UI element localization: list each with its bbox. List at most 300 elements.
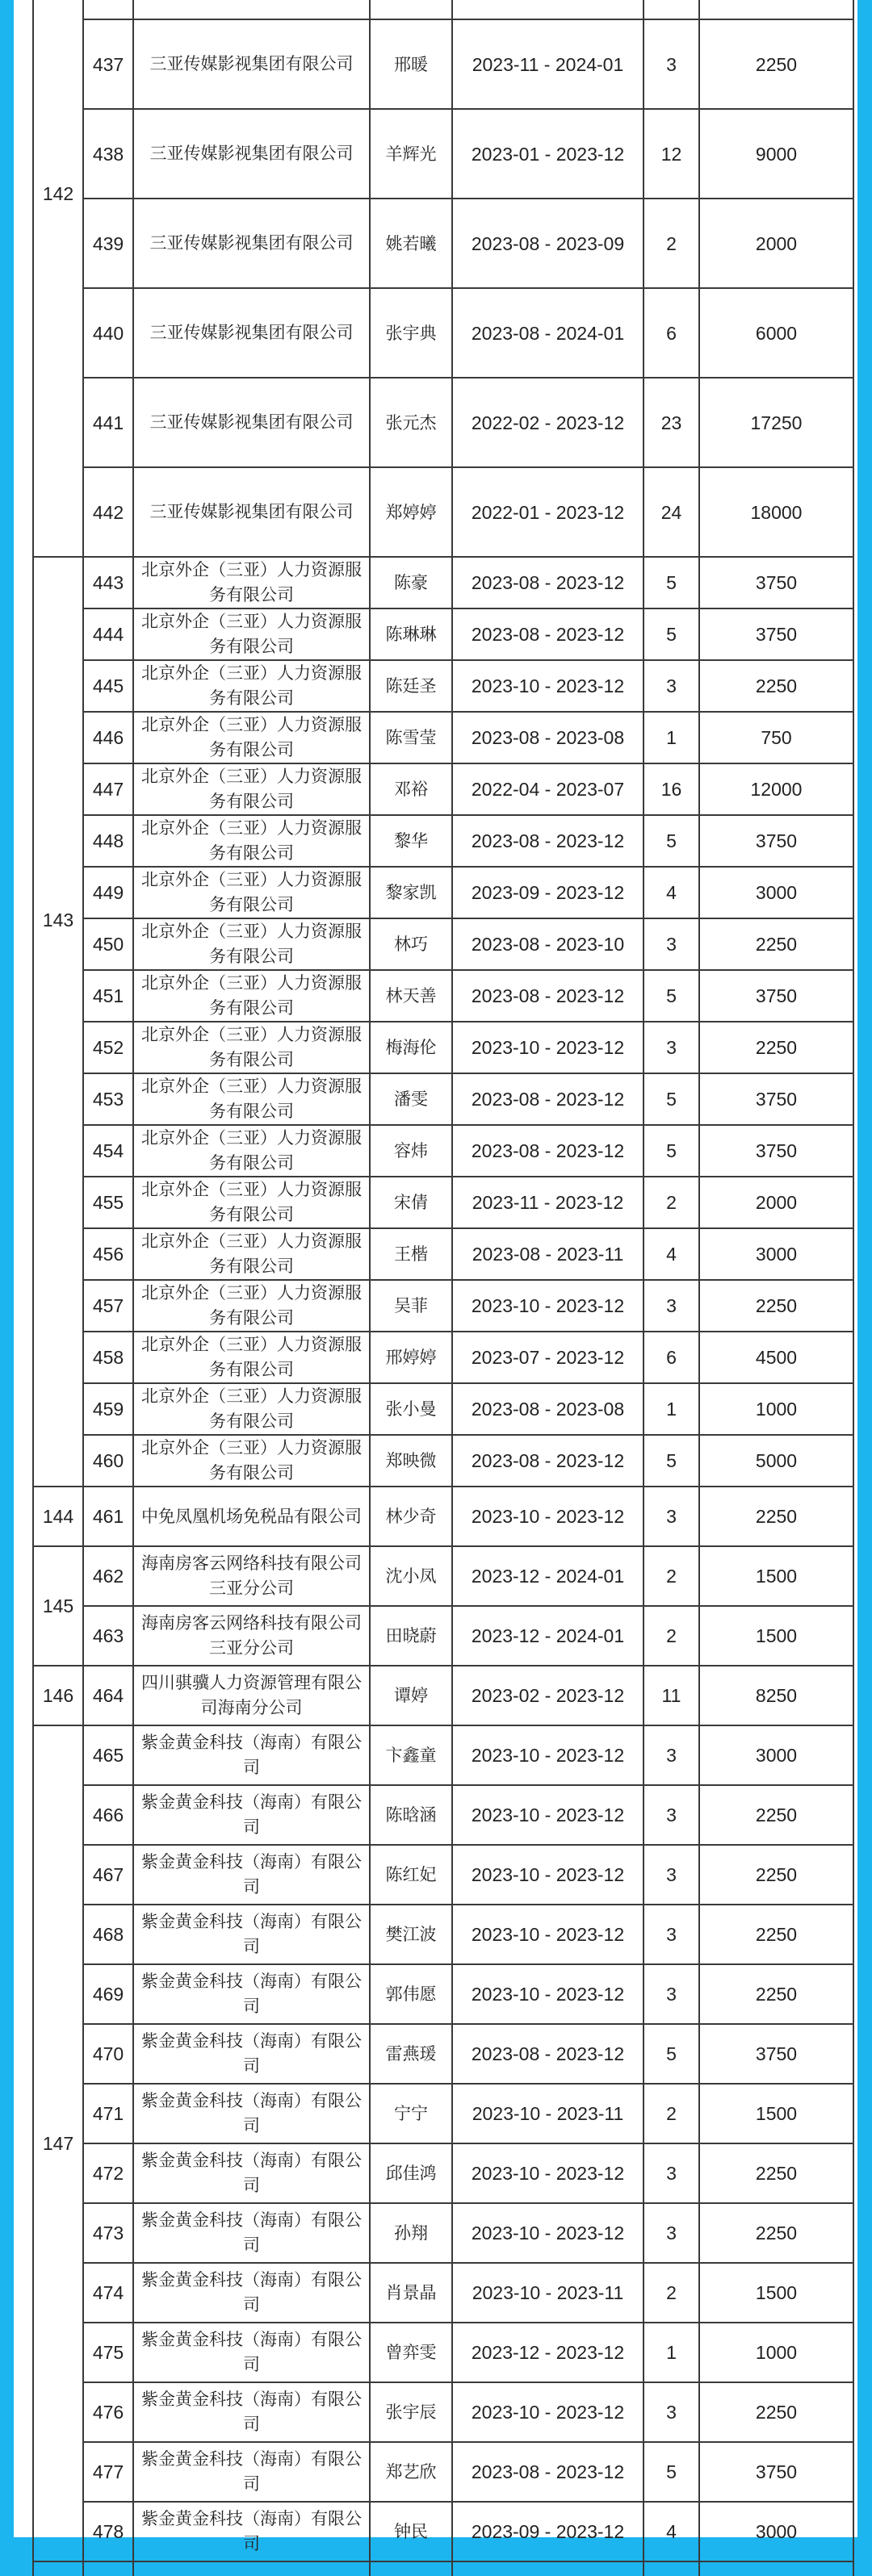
table-row-partial <box>33 2561 853 2576</box>
months-cell: 3 <box>644 1487 699 1546</box>
person-name-cell: 樊江波 <box>370 1905 452 1964</box>
serial-number-cell: 452 <box>83 1022 133 1073</box>
months-cell: 4 <box>644 867 699 918</box>
months-cell: 2 <box>644 2263 699 2323</box>
table-row <box>33 2502 853 2561</box>
serial-number-cell: 445 <box>83 660 133 712</box>
person-name-cell: 曾弈雯 <box>370 2323 452 2382</box>
group-number-cell: 142 <box>33 0 83 557</box>
company-cell: 紫金黄金科技（海南）有限公司 <box>133 2382 370 2442</box>
months-cell: 5 <box>644 970 699 1022</box>
amount-cell: 3750 <box>699 1125 853 1177</box>
amount-cell: 2250 <box>699 2382 853 2442</box>
months-cell: 5 <box>644 608 699 660</box>
company-cell: 紫金黄金科技（海南）有限公司 <box>133 1845 370 1905</box>
table-row <box>33 2084 853 2143</box>
serial-number-cell: 453 <box>83 1073 133 1125</box>
table-row <box>33 1487 853 1546</box>
table-row <box>33 2143 853 2203</box>
months-cell: 3 <box>644 19 699 109</box>
company-cell: 海南房客云网络科技有限公司三亚分公司 <box>133 1546 370 1606</box>
company-cell: 三亚传媒影视集团有限公司 <box>133 19 370 109</box>
person-name-cell: 黎家凯 <box>370 867 452 918</box>
serial-number-cell: 440 <box>83 288 133 378</box>
period-cell: 2023-08 - 2023-12 <box>452 2024 644 2084</box>
person-name-cell: 郑艺欣 <box>370 2442 452 2502</box>
empty-cell <box>370 0 452 19</box>
company-cell: 北京外企（三亚）人力资源服务有限公司 <box>133 660 370 712</box>
empty-cell <box>133 2561 370 2576</box>
period-cell: 2023-08 - 2023-10 <box>452 918 644 970</box>
table-row <box>33 763 853 815</box>
amount-cell: 2250 <box>699 1022 853 1073</box>
serial-number-cell: 477 <box>83 2442 133 2502</box>
months-cell: 5 <box>644 2024 699 2084</box>
months-cell: 3 <box>644 1845 699 1905</box>
period-cell: 2022-04 - 2023-07 <box>452 763 644 815</box>
months-cell: 2 <box>644 199 699 288</box>
company-cell: 北京外企（三亚）人力资源服务有限公司 <box>133 1022 370 1073</box>
amount-cell: 2250 <box>699 19 853 109</box>
months-cell: 5 <box>644 2442 699 2502</box>
person-name-cell: 黎华 <box>370 815 452 867</box>
company-cell: 中免凤凰机场免税品有限公司 <box>133 1487 370 1546</box>
person-name-cell: 邓裕 <box>370 763 452 815</box>
amount-cell: 1500 <box>699 2084 853 2143</box>
person-name-cell: 陈琳琳 <box>370 608 452 660</box>
person-name-cell: 郑婷婷 <box>370 467 452 557</box>
table-row <box>33 1964 853 2024</box>
months-cell: 3 <box>644 2203 699 2263</box>
months-cell: 2 <box>644 1177 699 1228</box>
person-name-cell: 张宇辰 <box>370 2382 452 2442</box>
empty-cell <box>370 2561 452 2576</box>
period-cell: 2023-11 - 2024-01 <box>452 19 644 109</box>
person-name-cell: 陈廷圣 <box>370 660 452 712</box>
person-name-cell: 邢暖 <box>370 19 452 109</box>
table-row <box>33 1125 853 1177</box>
person-name-cell: 钟民 <box>370 2502 452 2561</box>
period-cell: 2023-08 - 2024-01 <box>452 288 644 378</box>
person-name-cell: 姚若曦 <box>370 199 452 288</box>
group-number-cell: 147 <box>33 1725 83 2561</box>
amount-cell: 2000 <box>699 199 853 288</box>
table-row <box>33 1546 853 1606</box>
table-row <box>33 1606 853 1666</box>
serial-number-cell: 473 <box>83 2203 133 2263</box>
months-cell: 3 <box>644 660 699 712</box>
group-number-cell: 143 <box>33 557 83 1487</box>
amount-cell: 3750 <box>699 557 853 608</box>
table-row <box>33 19 853 109</box>
amount-cell: 2250 <box>699 1280 853 1332</box>
serial-number-cell: 439 <box>83 199 133 288</box>
period-cell: 2022-01 - 2023-12 <box>452 467 644 557</box>
serial-number-cell: 454 <box>83 1125 133 1177</box>
serial-number-cell: 441 <box>83 378 133 467</box>
amount-cell: 2250 <box>699 1905 853 1964</box>
company-cell: 三亚传媒影视集团有限公司 <box>133 109 370 199</box>
table-row <box>33 970 853 1022</box>
months-cell: 3 <box>644 1280 699 1332</box>
table-row <box>33 2263 853 2323</box>
months-cell: 5 <box>644 815 699 867</box>
amount-cell: 6000 <box>699 288 853 378</box>
company-cell: 北京外企（三亚）人力资源服务有限公司 <box>133 1332 370 1383</box>
months-cell: 3 <box>644 2143 699 2203</box>
months-cell: 3 <box>644 2382 699 2442</box>
serial-number-cell: 470 <box>83 2024 133 2084</box>
person-name-cell: 谭婷 <box>370 1666 452 1725</box>
person-name-cell: 张宇典 <box>370 288 452 378</box>
group-number-cell: 145 <box>33 1546 83 1666</box>
period-cell: 2023-10 - 2023-12 <box>452 1280 644 1332</box>
company-cell: 紫金黄金科技（海南）有限公司 <box>133 1785 370 1845</box>
serial-number-cell: 449 <box>83 867 133 918</box>
period-cell: 2023-08 - 2023-12 <box>452 970 644 1022</box>
period-cell: 2023-10 - 2023-12 <box>452 1905 644 1964</box>
period-cell: 2023-12 - 2024-01 <box>452 1606 644 1666</box>
months-cell: 1 <box>644 2323 699 2382</box>
period-cell: 2022-02 - 2023-12 <box>452 378 644 467</box>
period-cell: 2023-08 - 2023-12 <box>452 815 644 867</box>
person-name-cell: 邱佳鸿 <box>370 2143 452 2203</box>
company-cell: 紫金黄金科技（海南）有限公司 <box>133 2084 370 2143</box>
amount-cell: 3000 <box>699 1725 853 1785</box>
company-cell: 北京外企（三亚）人力资源服务有限公司 <box>133 867 370 918</box>
empty-cell <box>699 0 853 19</box>
table-row <box>33 1177 853 1228</box>
period-cell: 2023-09 - 2023-12 <box>452 2502 644 2561</box>
table-row <box>33 1022 853 1073</box>
person-name-cell: 卞鑫童 <box>370 1725 452 1785</box>
table-row <box>33 1383 853 1435</box>
table-row <box>33 288 853 378</box>
table-row <box>33 815 853 867</box>
months-cell: 5 <box>644 557 699 608</box>
amount-cell: 5000 <box>699 1435 853 1487</box>
person-name-cell: 肖景晶 <box>370 2263 452 2323</box>
period-cell: 2023-10 - 2023-12 <box>452 2143 644 2203</box>
empty-cell <box>83 2561 133 2576</box>
company-cell: 紫金黄金科技（海南）有限公司 <box>133 1964 370 2024</box>
empty-cell <box>33 2561 83 2576</box>
company-cell: 海南房客云网络科技有限公司三亚分公司 <box>133 1606 370 1666</box>
serial-number-cell: 446 <box>83 712 133 763</box>
person-name-cell: 沈小凤 <box>370 1546 452 1606</box>
months-cell: 2 <box>644 2084 699 2143</box>
company-cell: 三亚传媒影视集团有限公司 <box>133 378 370 467</box>
period-cell: 2023-10 - 2023-12 <box>452 2203 644 2263</box>
amount-cell: 17250 <box>699 378 853 467</box>
person-name-cell: 宋倩 <box>370 1177 452 1228</box>
period-cell: 2023-10 - 2023-12 <box>452 1022 644 1073</box>
person-name-cell: 张小曼 <box>370 1383 452 1435</box>
amount-cell: 3000 <box>699 1228 853 1280</box>
period-cell: 2023-08 - 2023-12 <box>452 608 644 660</box>
subsidy-table <box>32 0 854 2576</box>
period-cell: 2023-10 - 2023-12 <box>452 1785 644 1845</box>
person-name-cell: 林巧 <box>370 918 452 970</box>
serial-number-cell: 443 <box>83 557 133 608</box>
period-cell: 2023-10 - 2023-12 <box>452 660 644 712</box>
empty-cell <box>83 0 133 19</box>
table-row <box>33 467 853 557</box>
period-cell: 2023-10 - 2023-11 <box>452 2084 644 2143</box>
period-cell: 2023-10 - 2023-12 <box>452 1845 644 1905</box>
table-row <box>33 557 853 608</box>
company-cell: 北京外企（三亚）人力资源服务有限公司 <box>133 1228 370 1280</box>
period-cell: 2023-11 - 2023-12 <box>452 1177 644 1228</box>
person-name-cell: 田晓蔚 <box>370 1606 452 1666</box>
period-cell: 2023-02 - 2023-12 <box>452 1666 644 1725</box>
months-cell: 5 <box>644 1125 699 1177</box>
company-cell: 北京外企（三亚）人力资源服务有限公司 <box>133 712 370 763</box>
company-cell: 紫金黄金科技（海南）有限公司 <box>133 2143 370 2203</box>
months-cell: 12 <box>644 109 699 199</box>
months-cell: 24 <box>644 467 699 557</box>
months-cell: 3 <box>644 1785 699 1845</box>
serial-number-cell: 450 <box>83 918 133 970</box>
months-cell: 3 <box>644 1022 699 1073</box>
table-row <box>33 867 853 918</box>
serial-number-cell: 458 <box>83 1332 133 1383</box>
amount-cell: 4500 <box>699 1332 853 1383</box>
company-cell: 北京外企（三亚）人力资源服务有限公司 <box>133 918 370 970</box>
company-cell: 北京外企（三亚）人力资源服务有限公司 <box>133 1125 370 1177</box>
table-row <box>33 608 853 660</box>
table-row-partial <box>33 0 853 19</box>
months-cell: 6 <box>644 288 699 378</box>
months-cell: 3 <box>644 1905 699 1964</box>
period-cell: 2023-10 - 2023-12 <box>452 2382 644 2442</box>
amount-cell: 1000 <box>699 2323 853 2382</box>
person-name-cell: 雷燕瑗 <box>370 2024 452 2084</box>
company-cell: 三亚传媒影视集团有限公司 <box>133 467 370 557</box>
serial-number-cell: 475 <box>83 2323 133 2382</box>
months-cell: 6 <box>644 1332 699 1383</box>
amount-cell: 2250 <box>699 660 853 712</box>
empty-cell <box>452 0 644 19</box>
table-row <box>33 1785 853 1845</box>
company-cell: 紫金黄金科技（海南）有限公司 <box>133 1725 370 1785</box>
empty-cell <box>452 2561 644 2576</box>
table-row <box>33 109 853 199</box>
table-row <box>33 378 853 467</box>
person-name-cell: 邢婷婷 <box>370 1332 452 1383</box>
person-name-cell: 林少奇 <box>370 1487 452 1546</box>
period-cell: 2023-08 - 2023-08 <box>452 712 644 763</box>
serial-number-cell: 451 <box>83 970 133 1022</box>
company-cell: 北京外企（三亚）人力资源服务有限公司 <box>133 815 370 867</box>
months-cell: 3 <box>644 1964 699 2024</box>
amount-cell: 3000 <box>699 2502 853 2561</box>
table-row <box>33 712 853 763</box>
amount-cell: 1000 <box>699 1383 853 1435</box>
serial-number-cell: 462 <box>83 1546 133 1606</box>
serial-number-cell: 466 <box>83 1785 133 1845</box>
table-row <box>33 1666 853 1725</box>
person-name-cell: 宁宁 <box>370 2084 452 2143</box>
person-name-cell: 陈晗涵 <box>370 1785 452 1845</box>
serial-number-cell: 447 <box>83 763 133 815</box>
person-name-cell: 羊辉光 <box>370 109 452 199</box>
months-cell: 4 <box>644 2502 699 2561</box>
months-cell: 1 <box>644 712 699 763</box>
table-row <box>33 1845 853 1905</box>
table-row <box>33 2323 853 2382</box>
period-cell: 2023-08 - 2023-12 <box>452 2442 644 2502</box>
person-name-cell: 吴菲 <box>370 1280 452 1332</box>
company-cell: 紫金黄金科技（海南）有限公司 <box>133 2263 370 2323</box>
serial-number-cell: 438 <box>83 109 133 199</box>
company-cell: 三亚传媒影视集团有限公司 <box>133 199 370 288</box>
table-row <box>33 1073 853 1125</box>
company-cell: 三亚传媒影视集团有限公司 <box>133 288 370 378</box>
period-cell: 2023-08 - 2023-12 <box>452 1435 644 1487</box>
amount-cell: 2250 <box>699 2203 853 2263</box>
months-cell: 16 <box>644 763 699 815</box>
serial-number-cell: 474 <box>83 2263 133 2323</box>
serial-number-cell: 476 <box>83 2382 133 2442</box>
person-name-cell: 郑映微 <box>370 1435 452 1487</box>
amount-cell: 3750 <box>699 815 853 867</box>
serial-number-cell: 467 <box>83 1845 133 1905</box>
serial-number-cell: 448 <box>83 815 133 867</box>
table-row <box>33 918 853 970</box>
serial-number-cell: 464 <box>83 1666 133 1725</box>
company-cell: 紫金黄金科技（海南）有限公司 <box>133 2442 370 2502</box>
period-cell: 2023-12 - 2023-12 <box>452 2323 644 2382</box>
months-cell: 3 <box>644 918 699 970</box>
table-row <box>33 1725 853 1785</box>
person-name-cell: 陈雪莹 <box>370 712 452 763</box>
period-cell: 2023-08 - 2023-08 <box>452 1383 644 1435</box>
serial-number-cell: 461 <box>83 1487 133 1546</box>
document-page <box>14 0 857 2553</box>
months-cell: 1 <box>644 1383 699 1435</box>
amount-cell: 3750 <box>699 2442 853 2502</box>
person-name-cell: 容炜 <box>370 1125 452 1177</box>
amount-cell: 3750 <box>699 2024 853 2084</box>
period-cell: 2023-10 - 2023-12 <box>452 1487 644 1546</box>
group-number-cell: 146 <box>33 1666 83 1725</box>
serial-number-cell: 457 <box>83 1280 133 1332</box>
table-row <box>33 660 853 712</box>
company-cell: 北京外企（三亚）人力资源服务有限公司 <box>133 1177 370 1228</box>
company-cell: 紫金黄金科技（海南）有限公司 <box>133 1905 370 1964</box>
months-cell: 2 <box>644 1546 699 1606</box>
table-row <box>33 1435 853 1487</box>
amount-cell: 1500 <box>699 1606 853 1666</box>
months-cell: 2 <box>644 1606 699 1666</box>
empty-cell <box>133 0 370 19</box>
person-name-cell: 王楷 <box>370 1228 452 1280</box>
amount-cell: 3750 <box>699 970 853 1022</box>
serial-number-cell: 471 <box>83 2084 133 2143</box>
amount-cell: 2250 <box>699 1845 853 1905</box>
months-cell: 5 <box>644 1073 699 1125</box>
serial-number-cell: 469 <box>83 1964 133 2024</box>
person-name-cell: 林天善 <box>370 970 452 1022</box>
amount-cell: 18000 <box>699 467 853 557</box>
person-name-cell: 梅海伦 <box>370 1022 452 1073</box>
company-cell: 四川骐骥人力资源管理有限公司海南分公司 <box>133 1666 370 1725</box>
period-cell: 2023-07 - 2023-12 <box>452 1332 644 1383</box>
serial-number-cell: 442 <box>83 467 133 557</box>
table-row <box>33 2442 853 2502</box>
amount-cell: 2250 <box>699 1785 853 1845</box>
table-row <box>33 2203 853 2263</box>
company-cell: 北京外企（三亚）人力资源服务有限公司 <box>133 970 370 1022</box>
serial-number-cell: 437 <box>83 19 133 109</box>
amount-cell: 9000 <box>699 109 853 199</box>
person-name-cell: 孙翔 <box>370 2203 452 2263</box>
company-cell: 北京外企（三亚）人力资源服务有限公司 <box>133 763 370 815</box>
amount-cell: 2250 <box>699 1964 853 2024</box>
company-cell: 紫金黄金科技（海南）有限公司 <box>133 2323 370 2382</box>
table-row <box>33 2382 853 2442</box>
period-cell: 2023-10 - 2023-11 <box>452 2263 644 2323</box>
company-cell: 北京外企（三亚）人力资源服务有限公司 <box>133 557 370 608</box>
period-cell: 2023-10 - 2023-12 <box>452 1725 644 1785</box>
period-cell: 2023-08 - 2023-12 <box>452 557 644 608</box>
period-cell: 2023-09 - 2023-12 <box>452 867 644 918</box>
months-cell: 4 <box>644 1228 699 1280</box>
amount-cell: 3750 <box>699 1073 853 1125</box>
empty-cell <box>644 0 699 19</box>
company-cell: 北京外企（三亚）人力资源服务有限公司 <box>133 1435 370 1487</box>
company-cell: 紫金黄金科技（海南）有限公司 <box>133 2203 370 2263</box>
serial-number-cell: 463 <box>83 1606 133 1666</box>
company-cell: 北京外企（三亚）人力资源服务有限公司 <box>133 1280 370 1332</box>
period-cell: 2023-12 - 2024-01 <box>452 1546 644 1606</box>
serial-number-cell: 456 <box>83 1228 133 1280</box>
person-name-cell: 陈豪 <box>370 557 452 608</box>
months-cell: 11 <box>644 1666 699 1725</box>
table-row <box>33 1280 853 1332</box>
company-cell: 北京外企（三亚）人力资源服务有限公司 <box>133 1383 370 1435</box>
person-name-cell: 潘雯 <box>370 1073 452 1125</box>
serial-number-cell: 468 <box>83 1905 133 1964</box>
table-row <box>33 1905 853 1964</box>
months-cell: 5 <box>644 1435 699 1487</box>
amount-cell: 3750 <box>699 608 853 660</box>
empty-cell <box>644 2561 699 2576</box>
table-row <box>33 2024 853 2084</box>
amount-cell: 2250 <box>699 918 853 970</box>
serial-number-cell: 444 <box>83 608 133 660</box>
person-name-cell: 张元杰 <box>370 378 452 467</box>
amount-cell: 8250 <box>699 1666 853 1725</box>
company-cell: 北京外企（三亚）人力资源服务有限公司 <box>133 608 370 660</box>
amount-cell: 3000 <box>699 867 853 918</box>
amount-cell: 2000 <box>699 1177 853 1228</box>
company-cell: 紫金黄金科技（海南）有限公司 <box>133 2502 370 2561</box>
group-number-cell: 144 <box>33 1487 83 1546</box>
serial-number-cell: 459 <box>83 1383 133 1435</box>
table-row <box>33 1332 853 1383</box>
serial-number-cell: 478 <box>83 2502 133 2561</box>
amount-cell: 750 <box>699 712 853 763</box>
period-cell: 2023-01 - 2023-12 <box>452 109 644 199</box>
company-cell: 北京外企（三亚）人力资源服务有限公司 <box>133 1073 370 1125</box>
empty-cell <box>699 2561 853 2576</box>
period-cell: 2023-10 - 2023-12 <box>452 1964 644 2024</box>
period-cell: 2023-08 - 2023-11 <box>452 1228 644 1280</box>
company-cell: 紫金黄金科技（海南）有限公司 <box>133 2024 370 2084</box>
period-cell: 2023-08 - 2023-12 <box>452 1073 644 1125</box>
